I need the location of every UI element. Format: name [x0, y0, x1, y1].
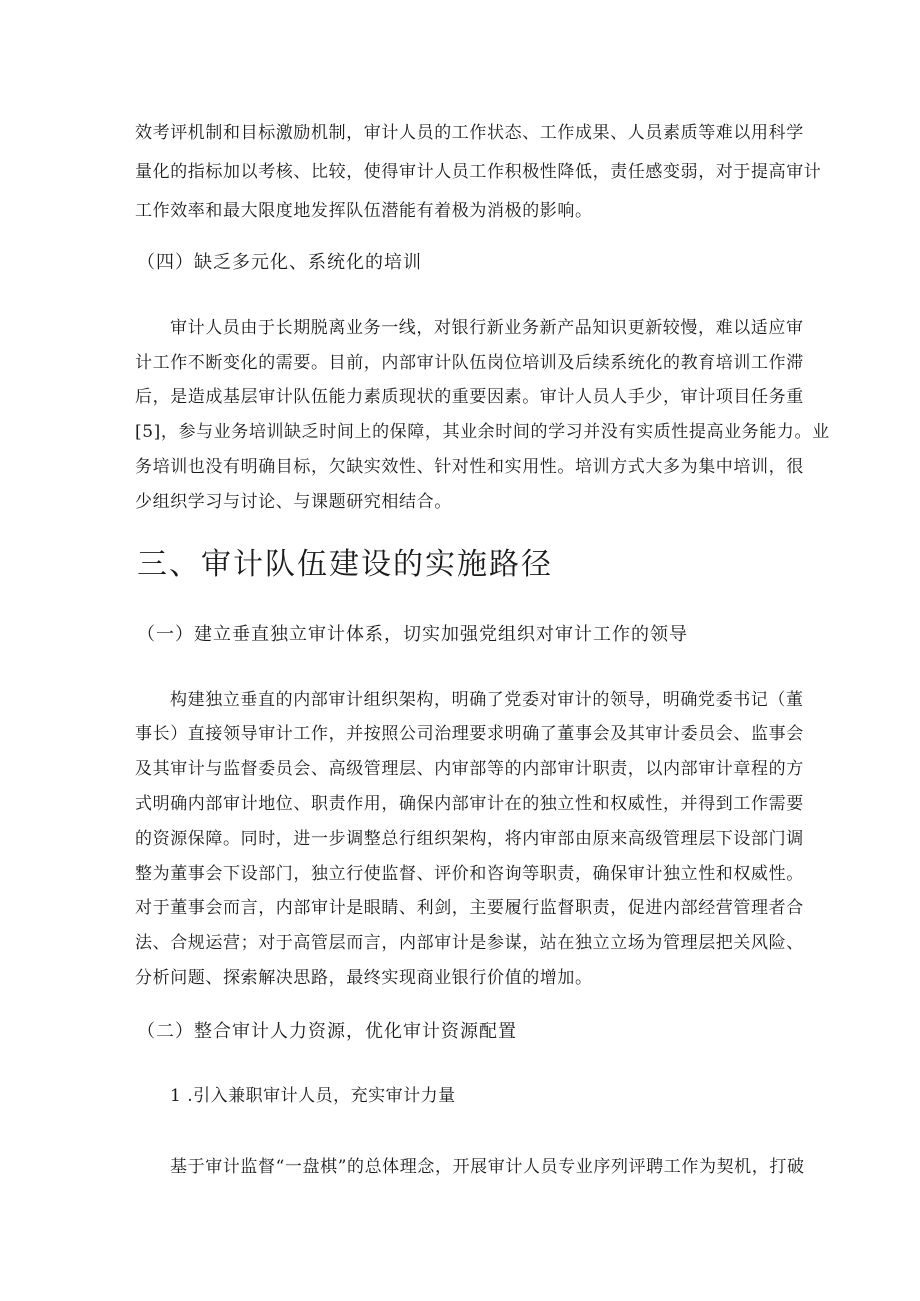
paragraph-line: 基于审计监督“一盘棋”的总体理念，开展审计人员专业序列评聘工作为契机，打破 [170, 1157, 805, 1177]
paragraph-line: 审计人员由于长期脱离业务一线，对银行新业务新产品知识更新较慢，难以适应审 [170, 318, 804, 338]
subheading-2: （二）整合审计人力资源，优化审计资源配置 [137, 1021, 517, 1042]
paragraph-line: 务培训也没有明确目标，欠缺实效性、针对性和实用性。培训方式大多为集中培训，很 [135, 457, 804, 477]
subheading-4: （四）缺乏多元化、系统化的培训 [137, 252, 422, 273]
paragraph-line: 效考评机制和目标激励机制，审计人员的工作状态、工作成果、人员素质等难以用科学 [135, 123, 804, 143]
paragraph-line: 事长）直接领导审计工作，并按照公司治理要求明确了董事会及其审计委员会、监事会 [135, 724, 804, 744]
paragraph-line: 量化的指标加以考核、比较，使得审计人员工作积极性降低，责任感变弱，对于提高审计 [135, 162, 822, 182]
section-title: 三、审计队伍建设的实施路径 [137, 547, 553, 582]
paragraph-line: 后，是造成基层审计队伍能力素质现状的重要因素。审计人员人手少，审计项目任务重 [135, 387, 804, 407]
paragraph-line: 式明确内部审计地位、职责作用，确保内部审计在的独立性和权威性，并得到工作需要 [135, 794, 804, 814]
paragraph-line: 少组织学习与讨论、与课题研究相结合。 [135, 492, 452, 512]
paragraph-line: 及其审计与监督委员会、高级管理层、内审部等的内部审计职责，以内部审计章程的方 [135, 759, 804, 779]
paragraph-line: 整为董事会下设部门，独立行使监督、评价和咨询等职责，确保审计独立性和权威性。 [135, 864, 804, 884]
paragraph-line: 的资源保障。同时，进一步调整总行组织架构，将内审部由原来高级管理层下设部门调 [135, 829, 804, 849]
paragraph-line: [5]，参与业务培训缺乏时间上的保障，其业余时间的学习并没有实质性提高业务能力。业 [135, 422, 830, 442]
paragraph-line: 工作效率和最大限度地发挥队伍潜能有着极为消极的影响。 [135, 201, 593, 221]
paragraph-line: 构建独立垂直的内部审计组织架构，明确了党委对审计的领导，明确党委书记（董 [170, 690, 804, 710]
paragraph-line: 分析问题、探索解决思路，最终实现商业银行价值的增加。 [135, 968, 593, 988]
subheading-1: （一）建立垂直独立审计体系，切实加强党组织对审计工作的领导 [137, 624, 688, 645]
paragraph-line: 对于董事会而言，内部审计是眼睛、利剑，主要履行监督职责，促进内部经营管理者合 [135, 898, 804, 918]
paragraph-line: 计工作不断变化的需要。目前，内部审计队伍岗位培训及后续系统化的教育培训工作滞 [135, 353, 804, 373]
paragraph-line: 法、合规运营；对于高管层而言，内部审计是参谋，站在独立立场为管理层把关风险、 [135, 933, 804, 953]
list-item-1: 1 .引入兼职审计人员，充实审计力量 [170, 1086, 456, 1106]
